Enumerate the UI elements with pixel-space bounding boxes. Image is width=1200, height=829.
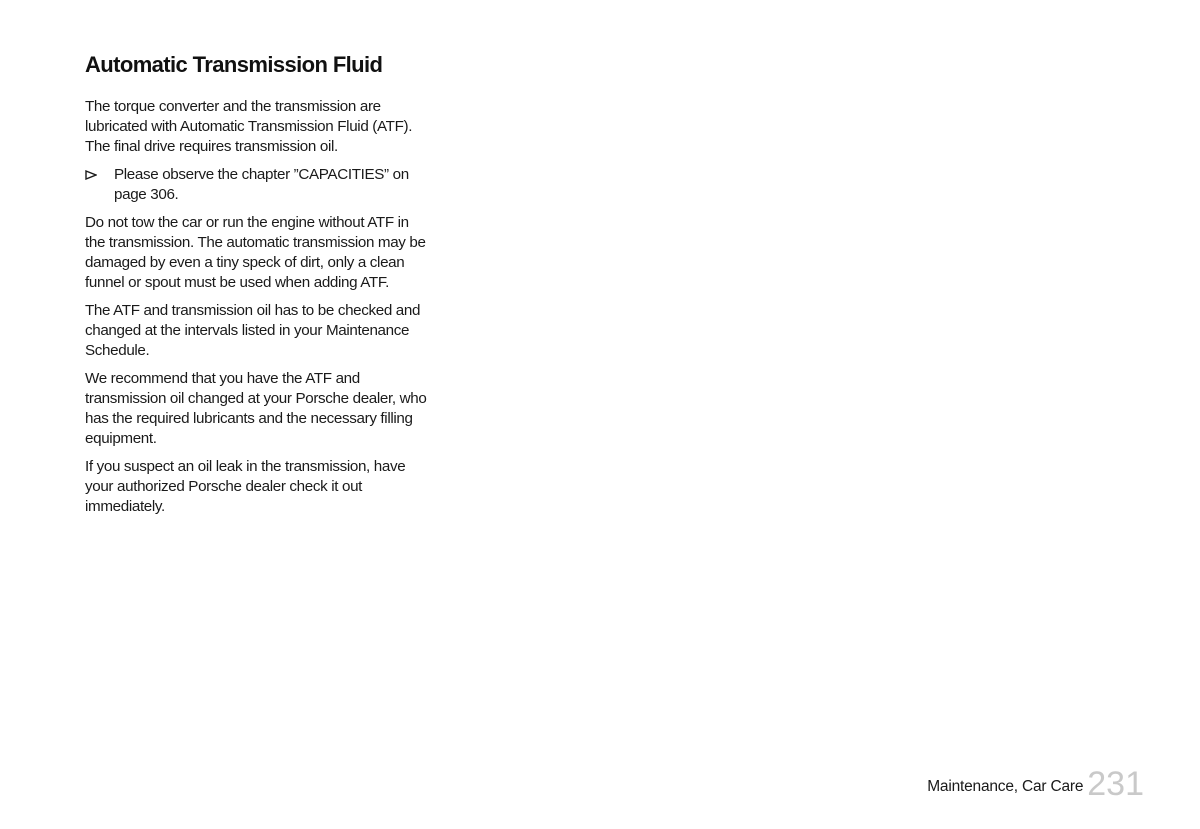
content-column [85, 50, 430, 525]
page-footer [927, 767, 1144, 801]
capacities-reference-text: Please observe the chapter ”CAPACITIES” on page 306. [114, 166, 409, 203]
page-heading: Automatic Transmission Fluid [85, 52, 383, 77]
capacities-reference-item [85, 165, 430, 205]
dealer-recommendation-paragraph: We recommend that you have the ATF and transmission oil changed at your Porsche dealer, who has the required lubricants and the necessary filling equipment. [85, 370, 427, 447]
page-number: 231 [1087, 765, 1144, 803]
oil-leak-paragraph: If you suspect an oil leak in the transmission, have your authorized Porsche dealer check it out immediately. [85, 458, 406, 515]
triangle-right-icon [85, 165, 114, 185]
inspection-interval-paragraph: The ATF and transmission oil has to be checked and changed at the intervals listed in your Maintenance Schedule. [85, 302, 421, 359]
footer-section-title: Maintenance, Car Care [927, 778, 1084, 795]
towing-warning-paragraph: Do not tow the car or run the engine without ATF in the transmission. The automatic transmission may be damaged by even a tiny speck of dirt, only a clean funnel or spout must be used when adding ATF. [85, 214, 426, 291]
intro-paragraph: The torque converter and the transmission are lubricated with Automatic Transmission Fluid (ATF). The final drive requires transmission oil. [85, 98, 413, 155]
